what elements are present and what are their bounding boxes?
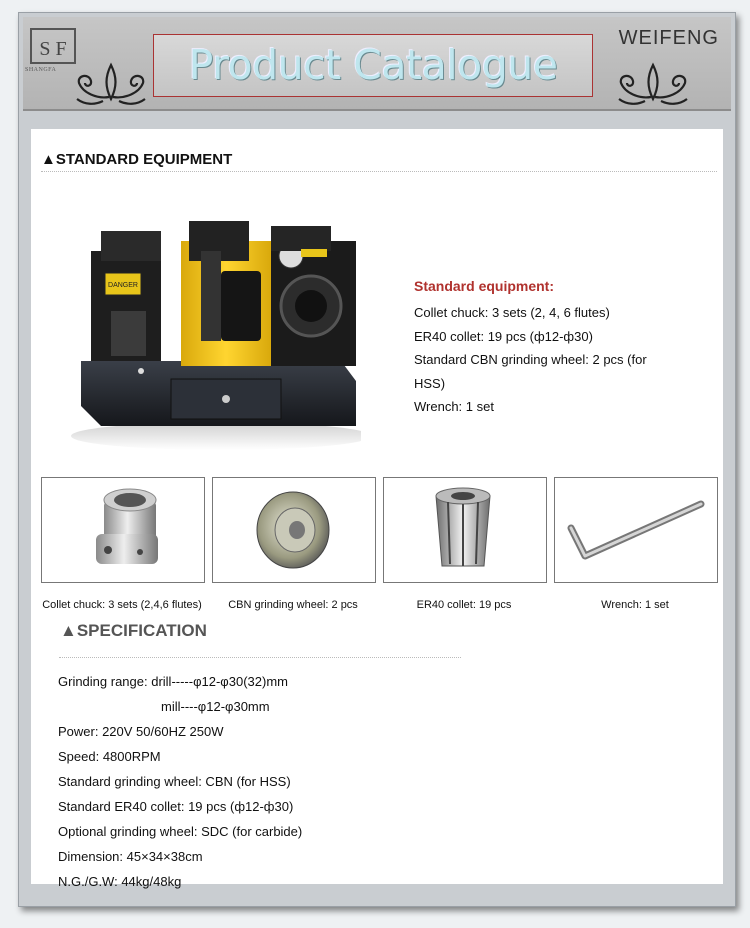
spec-item: mill----φ12-φ30mm [161, 699, 270, 714]
header-banner [23, 17, 731, 111]
title-box [153, 34, 593, 97]
spec-item: Speed: 4800RPM [58, 749, 161, 764]
equipment-item: Standard CBN grinding wheel: 2 pcs (for HSS) [414, 352, 647, 391]
cbn-wheel-image [213, 478, 375, 582]
cbn-wheel-thumbnail [212, 477, 376, 583]
equipment-item: Wrench: 1 set [414, 399, 494, 414]
content-panel [31, 129, 723, 889]
equipment-list [414, 301, 669, 419]
right-ornament [611, 59, 695, 107]
page-title: Product Catalogue [188, 41, 558, 89]
svg-text:S F: S F [39, 38, 67, 60]
wrench-image [555, 478, 717, 582]
wrench-thumbnail [554, 477, 718, 583]
spec-item: N.G./G.W: 44kg/48kg [58, 874, 182, 889]
standard-equipment-title: Standard equipment: [414, 278, 555, 294]
thumbnail-caption: Wrench: 1 set [601, 599, 669, 611]
svg-text:DANGER: DANGER [108, 282, 138, 289]
spec-item: Power: 220V 50/60HZ 250W [58, 724, 224, 739]
collet-chuck-image [42, 478, 204, 582]
spec-item: Grinding range: drill-----φ12-φ30(32)mm [58, 674, 288, 689]
grinder-machine-image [71, 211, 361, 451]
er40-collet-thumbnail [383, 477, 547, 583]
thumbnail-caption: CBN grinding wheel: 2 pcs [228, 599, 358, 611]
spec-item: Standard ER40 collet: 19 pcs (ф12-ф30) [58, 799, 294, 814]
spec-item: Dimension: 45×34×38cm [58, 849, 203, 864]
divider [59, 657, 461, 658]
divider [41, 171, 717, 172]
collet-chuck-thumbnail [41, 477, 205, 583]
thumbnail-caption: Collet chuck: 3 sets (2,4,6 flutes) [42, 599, 202, 611]
er40-collet-image [384, 478, 546, 582]
thumbnail-caption: ER40 collet: 19 pcs [416, 599, 512, 611]
brand-name: WEIFENG [618, 27, 719, 49]
logo-subtitle: SHANGFA [25, 67, 57, 73]
equipment-item: Collet chuck: 3 sets (2, 4, 6 flutes) [414, 305, 610, 320]
specification-heading: ▲SPECIFICATION [60, 621, 207, 640]
standard-equipment-heading: ▲STANDARD EQUIPMENT [41, 151, 233, 168]
equipment-item: ER40 collet: 19 pcs (ф12-ф30) [414, 328, 593, 344]
spec-item: Standard grinding wheel: CBN (for HSS) [58, 774, 291, 789]
catalogue-page [18, 12, 736, 907]
spec-item: Optional grinding wheel: SDC (for carbide) [58, 824, 303, 839]
specification-list [58, 669, 302, 894]
left-ornament [69, 59, 153, 107]
